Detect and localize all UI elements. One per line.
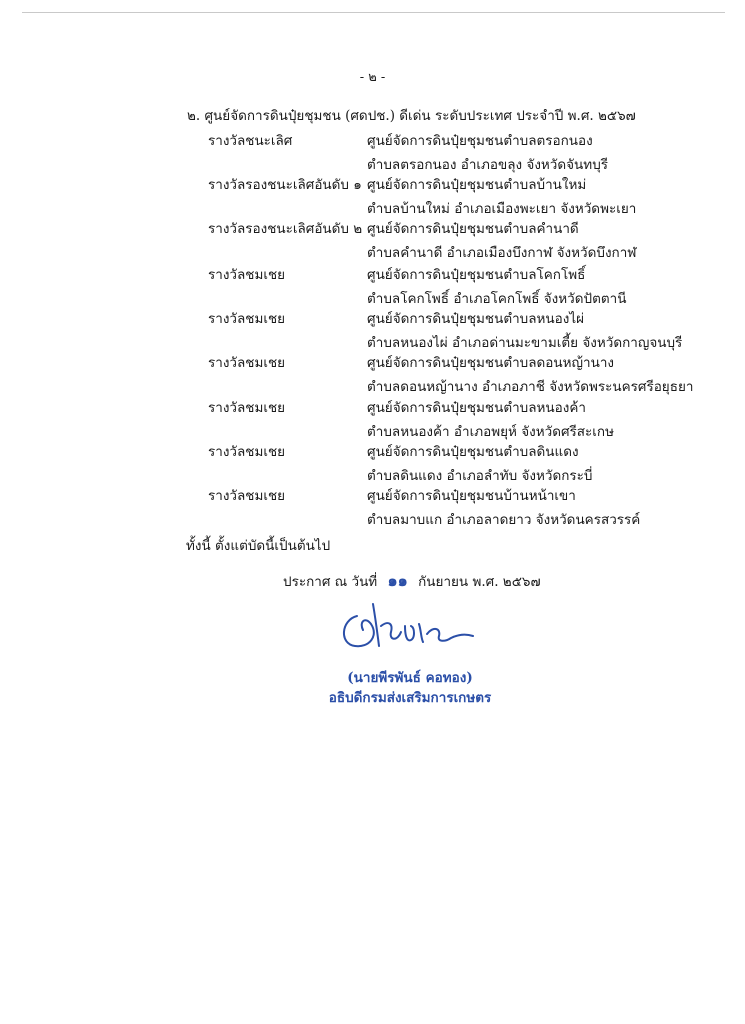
award-location: ตำบลบ้านใหม่ อำเภอเมืองพะเยา จังหวัดพะเยา	[367, 201, 637, 217]
award-center-name: ศูนย์จัดการดินปุ๋ยชุมชนตำบลบ้านใหม่	[367, 177, 587, 193]
signature-image	[335, 596, 475, 660]
award-center-name: ศูนย์จัดการดินปุ๋ยชุมชนตำบลตรอกนอง	[367, 133, 593, 149]
signer-title: อธิบดีกรมส่งเสริมการเกษตร	[328, 690, 492, 706]
award-label: รางวัลชมเชย	[208, 444, 286, 460]
award-label: รางวัลรองชนะเลิศอันดับ ๑	[208, 177, 362, 193]
award-entry	[0, 351, 745, 397]
award-entry	[0, 263, 745, 309]
award-location: ตำบลหนองค้า อำเภอพยุห์ จังหวัดศรีสะเกษ	[367, 424, 614, 440]
closing-statement: ทั้งนี้ ตั้งแต่บัดนี้เป็นต้นไป	[186, 538, 331, 554]
award-center-name: ศูนย์จัดการดินปุ๋ยชุมชนตำบลดินแดง	[367, 444, 579, 460]
award-location: ตำบลดอนหญ้านาง อำเภอภาชี จังหวัดพระนครศรีอยุธยา	[367, 379, 694, 395]
award-location: ตำบลมาบแก อำเภอลาดยาว จังหวัดนครสวรรค์	[367, 512, 641, 528]
award-label: รางวัลชมเชย	[208, 267, 286, 283]
award-entry	[0, 307, 745, 353]
signer-name: (นายพีรพันธ์ คอทอง)	[347, 670, 473, 686]
award-location: ตำบลคำนาดี อำเภอเมืองบึงกาฬ จังหวัดบึงกาฬ	[367, 245, 637, 261]
award-label: รางวัลชมเชย	[208, 355, 286, 371]
award-location: ตำบลดินแดง อำเภอลำทับ จังหวัดกระบี่	[367, 468, 593, 484]
award-center-name: ศูนย์จัดการดินปุ๋ยชุมชนบ้านหน้าเขา	[367, 488, 576, 504]
award-entry	[0, 129, 745, 175]
announcement-date	[283, 569, 541, 594]
award-entry	[0, 396, 745, 442]
award-center-name: ศูนย์จัดการดินปุ๋ยชุมชนตำบลโคกโพธิ์	[367, 267, 586, 283]
award-center-name: ศูนย์จัดการดินปุ๋ยชุมชนตำบลคำนาดี	[367, 221, 579, 237]
announcement-prefix: ประกาศ ณ วันที่	[283, 574, 378, 590]
award-center-name: ศูนย์จัดการดินปุ๋ยชุมชนตำบลหนองไผ่	[367, 311, 585, 327]
award-center-name: ศูนย์จัดการดินปุ๋ยชุมชนตำบลหนองค้า	[367, 400, 586, 416]
award-label: รางวัลชมเชย	[208, 311, 286, 327]
announcement-day: ๑๑	[387, 571, 408, 590]
award-location: ตำบลตรอกนอง อำเภอขลุง จังหวัดจันทบุรี	[367, 157, 609, 173]
award-location: ตำบลหนองไผ่ อำเภอด่านมะขามเตี้ย จังหวัดกาญจนบุรี	[367, 335, 683, 351]
award-entry	[0, 484, 745, 530]
award-label: รางวัลชมเชย	[208, 488, 286, 504]
award-entry	[0, 173, 745, 219]
award-center-name: ศูนย์จัดการดินปุ๋ยชุมชนตำบลดอนหญ้านาง	[367, 355, 614, 371]
top-rule	[22, 12, 725, 13]
award-entry	[0, 440, 745, 486]
section-heading: ๒. ศูนย์จัดการดินปุ๋ยชุมชน (ศดปช.) ดีเด่น ระดับประเทศ ประจำปี พ.ศ. ๒๕๖๗	[187, 108, 636, 124]
award-label: รางวัลชมเชย	[208, 400, 286, 416]
award-location: ตำบลโคกโพธิ์ อำเภอโคกโพธิ์ จังหวัดปัตตานี	[367, 291, 627, 307]
page-number: - ๒ -	[359, 70, 386, 85]
announcement-month-year: กันยายน พ.ศ. ๒๕๖๗	[418, 574, 541, 590]
award-label: รางวัลรองชนะเลิศอันดับ ๒	[208, 221, 363, 237]
award-label: รางวัลชนะเลิศ	[208, 133, 293, 149]
award-entry	[0, 217, 745, 263]
